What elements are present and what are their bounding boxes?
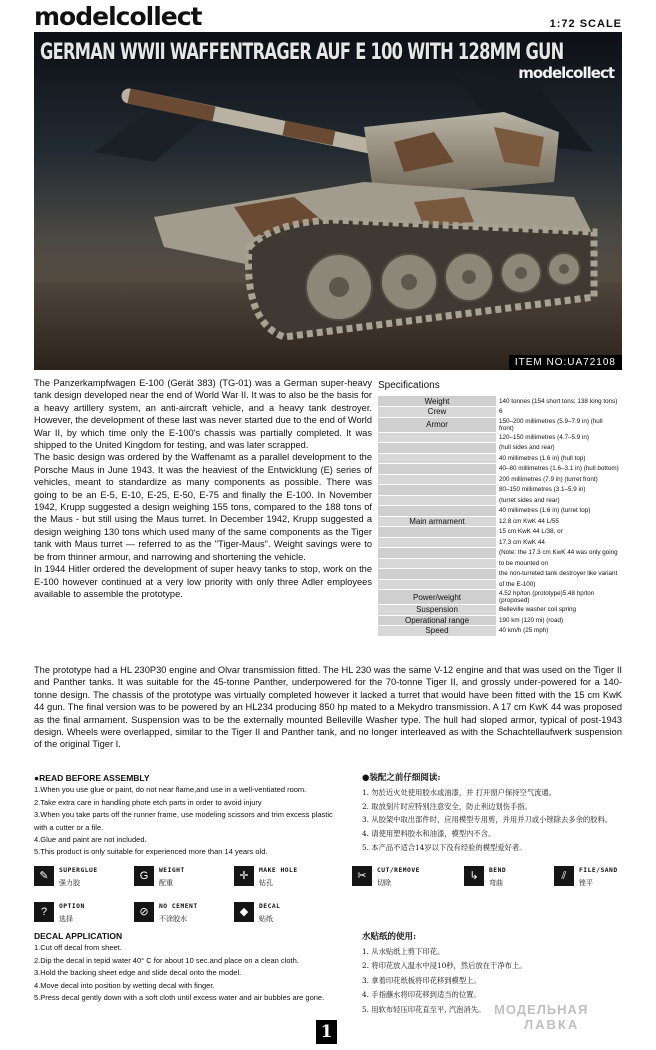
assembly-title-cn: ●装配之前仔细阅读: — [362, 773, 441, 783]
legend-label-cn: 弯曲 — [489, 880, 503, 887]
spec-label: Speed — [378, 626, 496, 637]
decal-item: 1.Cut off decal from sheet. — [34, 943, 122, 953]
assembly-instructions-cn — [362, 772, 627, 855]
spec-value: (Note: the 17.3 cm KwK 44 was only going — [496, 548, 622, 559]
spec-label: Weight — [378, 396, 496, 407]
spec-label: Crew — [378, 407, 496, 418]
legend-label: OPTION — [59, 903, 85, 910]
legend-label: CUT/REMOVE — [377, 867, 420, 874]
spec-row — [378, 516, 622, 527]
legend-label-cn: 锉平 — [579, 880, 593, 887]
spec-value: 17.3 cm KwK 44 — [496, 537, 622, 548]
spec-label — [378, 453, 496, 464]
intro-paragraph: The basic design was ordered by the Waffenamt as a parallel development to the Porsche Maus in June 1943. It was the heaviest of the Entwicklung (E) series of vehicles, meant to standardize as many components as possible. There was going to be an E-5, E-10, E-25, E-50, E-75 and finally the E-100. In November 1942, Krupp suggested a design weighing 155 tons, compared to the 188 tons of the Maus - but still using the Maus turret. In December 1942, Krupp suggested a design weighing 130 tons which used many of the same components as the Tiger tank with Maus turret — referred to as the "Tiger-Maus". Weight savings were to be from thinner armour, and narrowing and shortening the vehicle. — [34, 452, 372, 562]
spec-row — [378, 579, 622, 590]
spec-row — [378, 537, 622, 548]
spec-label: Power/weight — [378, 590, 496, 605]
page-number: 1 — [316, 1020, 337, 1044]
spec-label — [378, 569, 496, 580]
spec-value: 140 tonnes (154 short tons; 138 long tons) — [496, 396, 622, 407]
spec-value: 80–150 millimetres (3.1–5.9 in) — [496, 485, 622, 496]
spec-label: Main armament — [378, 516, 496, 527]
spec-label — [378, 527, 496, 538]
superglue-icon: ✎ — [34, 866, 54, 886]
bend-icon: ↳ — [464, 866, 484, 886]
spec-value: 200 millimetres (7.9 in) (turret front) — [496, 474, 622, 485]
spec-row — [378, 527, 622, 538]
decal-item-cn: 1. 从水贴纸上剪下印花。 — [362, 946, 445, 956]
spec-row — [378, 626, 622, 637]
intro-paragraph: In 1944 Hitler ordered the development of super heavy tanks to stop, work on the E-100 however continued at a very low priority with only three Adler employees available to assemble the prototype. — [34, 564, 372, 599]
spec-label — [378, 506, 496, 517]
item-number: ITEM NO:UA72108 — [509, 355, 622, 370]
spec-row — [378, 605, 622, 616]
scale-label: 1:72 SCALE — [549, 18, 622, 30]
assembly-item: 2.Take extra care in handling phote etch parts in order to avoid injury — [34, 797, 262, 807]
spec-value: (hull sides and rear) — [496, 443, 622, 454]
spec-value: Belleville washer coil spring — [496, 605, 622, 616]
watermark — [494, 1002, 588, 1032]
legend-label: MAKE HOLE — [259, 867, 298, 874]
decal-item: 5.Press decal gently down with a soft cloth until excess water and air bubbles are gone. — [34, 993, 325, 1003]
decal-item: 2.Dip the decal in tepid water 40° C for about 10 sec.and place on a clean cloth. — [34, 955, 299, 965]
spec-value: 190 km (120 mi) (road) — [496, 615, 622, 626]
spec-label — [378, 579, 496, 590]
decal-title: DECAL APPLICATION — [34, 931, 123, 941]
legend-label-cn: 贴纸 — [259, 916, 273, 923]
spec-row — [378, 485, 622, 496]
watermark-line1: МОДЕЛЬНАЯ — [494, 1002, 589, 1017]
assembly-item-cn: 3. 从胶架中取出部件时，应用模型专用剪，并用并刀或小锉除去多余的胶料。 — [362, 815, 613, 825]
spec-value: (turret sides and rear) — [496, 495, 622, 506]
decal-item-cn: 2. 将印花放入温水中浸10秒，然后放在干净布上。 — [362, 961, 527, 970]
legend-label: FILE/SAND — [579, 867, 618, 874]
spec-row — [378, 453, 622, 464]
spec-row — [378, 432, 622, 443]
legend-label: NO CEMENT — [159, 903, 198, 910]
history-intro — [34, 377, 372, 600]
legend-label-cn: 选择 — [59, 916, 73, 923]
tank-illustration — [34, 32, 622, 370]
legend-label: BEND — [489, 867, 507, 874]
intro-paragraph: The Panzerkampfwagen E-100 (Gerät 383) (TG-01) was a German super-heavy tank design developed near the end of World War II. It was to also be the basis for a heavy artillery system, an anti-aircraft vehicle, and a heavy tank destroyer. However, the development of these last was never started due to the end of World War II, by which time only the E-100's chassis was partially completed. It was shipped to the United Kingdom for testing, and was later scrapped. — [34, 378, 372, 451]
legend-label-cn: 钻孔 — [259, 880, 273, 887]
legend-label: WEIGHT — [159, 867, 185, 874]
spec-label — [378, 548, 496, 559]
box-art-brand: modelcollect — [518, 64, 614, 82]
spec-value: to be mounted on — [496, 558, 622, 569]
decal-icon: ◆ — [234, 902, 254, 922]
legend-label: DECAL — [259, 903, 281, 910]
file-sand-icon: ⫽ — [554, 866, 574, 886]
assembly-item: 4.Glue and paint are not included. — [34, 835, 147, 845]
spec-value: 40 millimetres (1.6 in) (hull top) — [496, 453, 622, 464]
assembly-item-cn: 5. 本产品不适合14岁以下没有经验的模型爱好者。 — [362, 842, 527, 852]
watermark-line2: ЛАВКА — [524, 1017, 580, 1032]
spec-label — [378, 474, 496, 485]
spec-row — [378, 417, 622, 432]
specifications-title: Specifications — [378, 380, 440, 391]
spec-value: the non-turreted tank destroyer like variant — [496, 569, 622, 580]
weight-icon: G — [134, 866, 154, 886]
spec-value: 6 — [496, 407, 622, 418]
spec-label — [378, 495, 496, 506]
spec-row — [378, 474, 622, 485]
spec-row — [378, 558, 622, 569]
spec-label — [378, 443, 496, 454]
spec-value: 40 millimetres (1.6 in) (turret top) — [496, 506, 622, 517]
spec-label: Suspension — [378, 605, 496, 616]
spec-value: 120–150 millimetres (4.7–5.9 in) — [496, 432, 622, 443]
spec-row — [378, 548, 622, 559]
legend-label-cn: 配重 — [159, 880, 173, 887]
spec-row — [378, 407, 622, 418]
assembly-item: 5.This product is only suitable for experienced more than 14 years old. — [34, 847, 268, 857]
spec-value: of the E-100) — [496, 579, 622, 590]
spec-value: 150–200 millimetres (5.9–7.9 in) (hull front) — [496, 417, 622, 432]
spec-label: Armor — [378, 417, 496, 432]
box-art-title: GERMAN WWII WAFFENTRAGER AUF E 100 WITH 128MM GUN — [40, 40, 564, 65]
specifications-table — [378, 396, 622, 637]
spec-value: 40 km/h (25 mph) — [496, 626, 622, 637]
spec-row — [378, 464, 622, 475]
assembly-item-cn: 2. 取放刻片时应特别注意安全，防止利边划伤手指。 — [362, 801, 532, 811]
assembly-instructions — [34, 772, 334, 859]
spec-row — [378, 506, 622, 517]
decal-item: 3.Hold the backing sheet edge and slide decal onto the model. — [34, 968, 242, 978]
decal-title-cn: 水贴纸的使用: — [362, 932, 417, 942]
legend-label: SUPERGLUE — [59, 867, 98, 874]
spec-label — [378, 485, 496, 496]
spec-label — [378, 537, 496, 548]
spec-row — [378, 396, 622, 407]
legend-label-cn: 不涂胶水 — [159, 916, 187, 923]
assembly-item: 3.When you take parts off the runner frame, use modeling scissors and trim excess plastic with a cutter or a file. — [34, 810, 333, 832]
assembly-title: ●READ BEFORE ASSEMBLY — [34, 773, 150, 783]
box-art-image — [34, 32, 622, 370]
history-continued: The prototype had a HL 230P30 engine and Olvar transmission fitted. The HL 230 was the same V-12 engine and that was used on the Tiger II and Panther tanks. It was suitable for the 45-tonne Panther, underpowered for the 70-tonne Tiger II, and grossly under-powered for a 140-tonne design. The chassis of the prototype was virtually completed however it lacked a turret that would have been fitted with the 15 cm KwK 44 gun. The final version was to be powered by an HL234 producing 850 hp mated to a Mekydro transmission. A 17 cm KwK 44 was proposed as the final armament. Suspension was to be the externally mounted Belleville Washer type. The hull had sloped armor, typical of post-1943 design. Wheels were overlapped, similar to the Tiger II and Panther tank, and no longer interleaved as with the Schachtellaufwerk suspension of the original Tiger I. — [34, 665, 622, 750]
legend-label-cn: 强力胶 — [59, 880, 80, 887]
spec-label — [378, 558, 496, 569]
spec-label — [378, 464, 496, 475]
cut-remove-icon: ✂ — [352, 866, 372, 886]
assembly-item-cn: 4. 请使用塑料胶水和油漆，模型内不含。 — [362, 829, 496, 839]
spec-row — [378, 495, 622, 506]
spec-label: Operational range — [378, 615, 496, 626]
decal-item-cn: 5. 用软布轻压印花直至平, 汽泡消失。 — [362, 1004, 486, 1014]
no-cement-icon: ⊘ — [134, 902, 154, 922]
spec-row — [378, 569, 622, 580]
spec-label — [378, 432, 496, 443]
decal-item: 4.Move decal into position by wetting decal with finger. — [34, 980, 215, 990]
legend-label-cn: 切除 — [377, 880, 391, 887]
assembly-item-cn: 1. 勿於近火处使用胶水或油漆，并 打开窗户保持空气流通。 — [362, 787, 557, 797]
spec-value: 40–80 millimetres (1.6–3.1 in) (hull bottom) — [496, 464, 622, 475]
spec-value: 12.8 cm KwK 44 L/55 — [496, 516, 622, 527]
make-hole-icon: ✛ — [234, 866, 254, 886]
brand-logo: modelcollect — [34, 2, 202, 31]
spec-row — [378, 443, 622, 454]
spec-row — [378, 615, 622, 626]
spec-value: 4.52 hp/ton (prototype)5.48 hp/ton (proposed) — [496, 590, 622, 605]
assembly-item: 1.When you use glue or paint, do not near flame,and use in a well-ventiated room. — [34, 785, 307, 795]
decal-instructions — [34, 930, 344, 1004]
decal-item-cn: 3. 拿着印花纸板将印花移到模型上。 — [362, 975, 481, 985]
decal-item-cn: 4. 手指蘸水将印花移到适当的位置。 — [362, 990, 481, 999]
symbol-legend — [34, 866, 634, 926]
option-icon: ? — [34, 902, 54, 922]
spec-row — [378, 590, 622, 605]
spec-value: 15 cm KwK 44 L/38, or — [496, 527, 622, 538]
